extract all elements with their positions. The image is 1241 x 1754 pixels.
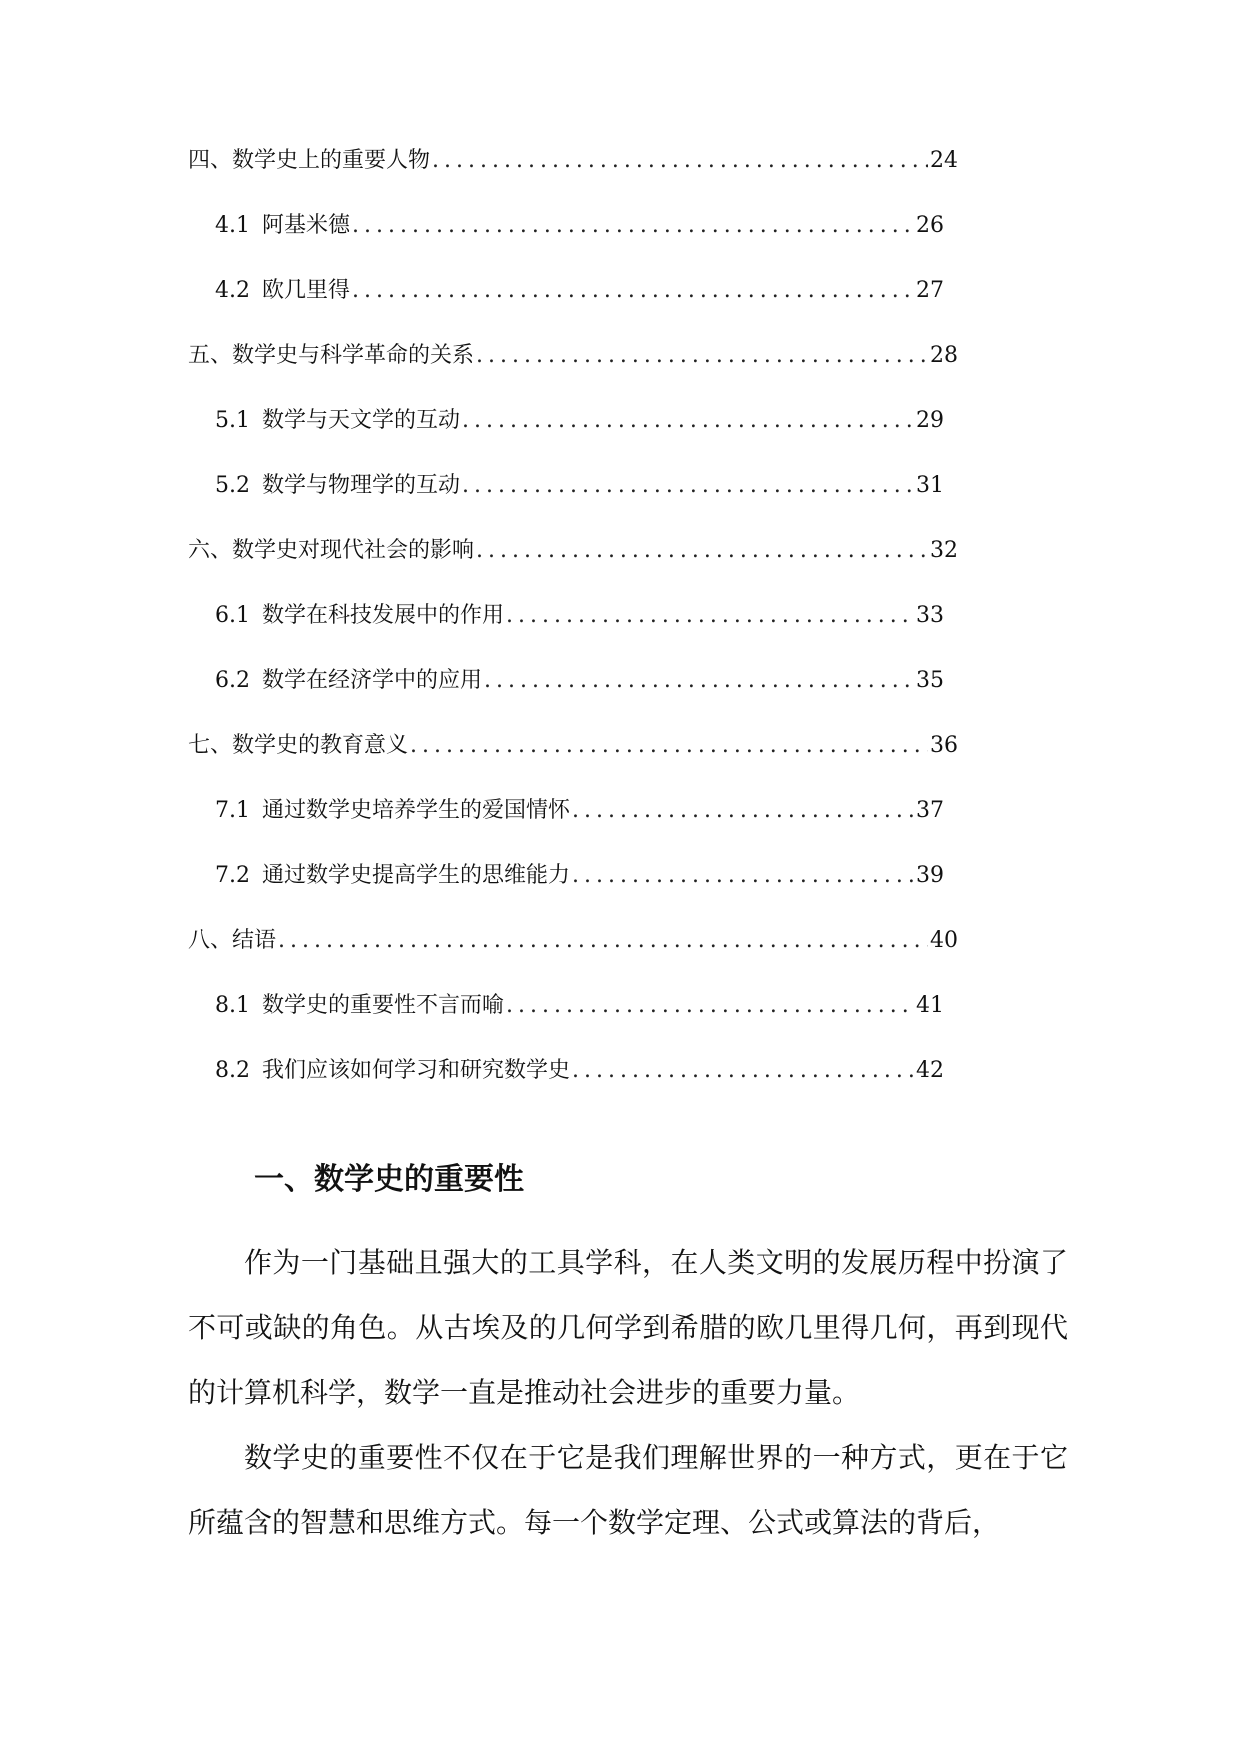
toc-page-number: 37 <box>916 798 944 823</box>
toc-page-number: 26 <box>916 213 944 238</box>
toc-entry[interactable] <box>188 341 958 406</box>
toc-dot-leader <box>476 341 928 371</box>
toc-entry[interactable] <box>188 926 958 991</box>
toc-entry-label: 四、数学史上的重要人物 <box>188 148 431 173</box>
body-paragraph: 数学史的重要性不仅在于它是我们理解世界的一种方式，更在于它所蕴含的智慧和思维方式。每一个数学定理、公式或算法的背后， <box>188 1441 1068 1539</box>
toc-dot-leader <box>484 666 914 696</box>
toc-dot-leader <box>432 146 928 176</box>
toc-page-number: 36 <box>930 733 958 758</box>
toc-page-number: 28 <box>930 343 958 368</box>
toc-dot-leader <box>572 796 914 826</box>
toc-entry-label: 通过数学史提高学生的思维能力 <box>262 863 571 888</box>
toc-entry-number: 5.1 <box>215 408 250 433</box>
toc-dot-leader <box>506 991 914 1021</box>
toc-entry-number: 7.2 <box>215 863 250 888</box>
toc-entry-number: 4.2 <box>215 278 250 303</box>
toc-dot-leader <box>462 406 914 436</box>
section-body <box>188 1230 1068 1555</box>
toc-entry[interactable] <box>188 276 944 341</box>
toc-entry-label: 五、数学史与科学革命的关系 <box>188 343 475 368</box>
toc-page-number: 32 <box>930 538 958 563</box>
toc-entry[interactable] <box>188 666 944 731</box>
toc-page-number: 35 <box>916 668 944 693</box>
toc-page-number: 29 <box>916 408 944 433</box>
table-of-contents <box>188 146 958 1121</box>
toc-page-number: 31 <box>916 473 944 498</box>
toc-dot-leader <box>278 926 928 956</box>
section-heading: 一、数学史的重要性 <box>254 1162 524 1197</box>
toc-entry-label: 六、数学史对现代社会的影响 <box>188 538 475 563</box>
toc-entry-number: 8.2 <box>215 1058 250 1083</box>
toc-dot-leader <box>476 536 928 566</box>
toc-dot-leader <box>572 1056 914 1086</box>
toc-entry-label: 数学与天文学的互动 <box>262 408 461 433</box>
body-paragraph: 作为一门基础且强大的工具学科，在人类文明的发展历程中扮演了不可或缺的角色。从古埃及的几何学到希腊的欧几里得几何，再到现代的计算机科学，数学一直是推动社会进步的重要力量。 <box>188 1246 1068 1409</box>
toc-entry-label: 七、数学史的教育意义 <box>188 733 409 758</box>
toc-dot-leader <box>506 601 914 631</box>
toc-entry-label: 数学史的重要性不言而喻 <box>262 993 505 1018</box>
toc-entry-number: 6.2 <box>215 668 250 693</box>
toc-dot-leader <box>462 471 914 501</box>
toc-entry[interactable] <box>188 796 944 861</box>
toc-dot-leader <box>352 276 914 306</box>
toc-dot-leader <box>410 731 928 761</box>
toc-entry[interactable] <box>188 146 958 211</box>
toc-page-number: 40 <box>930 928 958 953</box>
toc-page-number: 27 <box>916 278 944 303</box>
toc-entry[interactable] <box>188 211 944 276</box>
toc-entry-label: 阿基米德 <box>262 213 351 238</box>
toc-page-number: 24 <box>930 148 958 173</box>
toc-entry-number: 6.1 <box>215 603 250 628</box>
toc-entry-number: 7.1 <box>215 798 250 823</box>
toc-entry[interactable] <box>188 471 944 536</box>
toc-entry[interactable] <box>188 536 958 601</box>
toc-entry[interactable] <box>188 861 944 926</box>
toc-entry[interactable] <box>188 1056 944 1121</box>
toc-entry-number: 8.1 <box>215 993 250 1018</box>
toc-entry[interactable] <box>188 406 944 471</box>
toc-entry-label: 八、结语 <box>188 928 277 953</box>
toc-entry-label: 数学与物理学的互动 <box>262 473 461 498</box>
toc-entry-number: 5.2 <box>215 473 250 498</box>
toc-entry[interactable] <box>188 991 944 1056</box>
toc-page-number: 39 <box>916 863 944 888</box>
toc-entry-label: 数学在经济学中的应用 <box>262 668 483 693</box>
toc-entry[interactable] <box>188 601 944 666</box>
toc-entry-label: 数学在科技发展中的作用 <box>262 603 505 628</box>
toc-dot-leader <box>352 211 914 241</box>
toc-entry-number: 4.1 <box>215 213 250 238</box>
toc-page-number: 33 <box>916 603 944 628</box>
toc-entry[interactable] <box>188 731 958 796</box>
toc-page-number: 42 <box>916 1058 944 1083</box>
toc-entry-label: 通过数学史培养学生的爱国情怀 <box>262 798 571 823</box>
toc-page-number: 41 <box>916 993 944 1018</box>
toc-dot-leader <box>572 861 914 891</box>
toc-entry-label: 我们应该如何学习和研究数学史 <box>262 1058 571 1083</box>
toc-entry-label: 欧几里得 <box>262 278 351 303</box>
